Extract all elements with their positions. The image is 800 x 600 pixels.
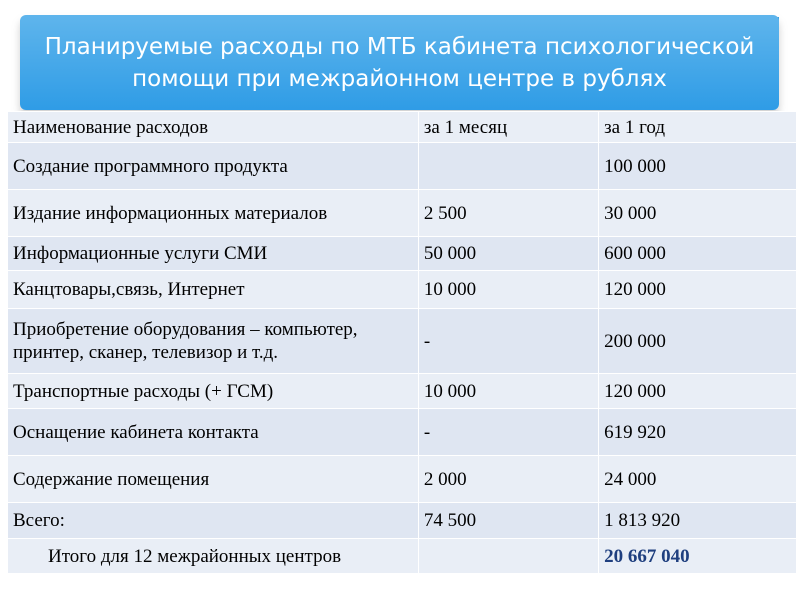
row-year: 120 000 <box>599 271 797 309</box>
row-month: - <box>418 309 598 374</box>
grand-total-month <box>418 539 598 574</box>
row-name: Оснащение кабинета контакта <box>8 409 419 456</box>
header-cell-name: Наименование расходов <box>8 112 419 143</box>
row-name: Канцтовары,связь, Интернет <box>8 271 419 309</box>
table-row <box>8 456 797 503</box>
row-year: 100 000 <box>599 143 797 190</box>
table-row <box>8 190 797 237</box>
table-row <box>8 374 797 409</box>
row-month: 10 000 <box>418 271 598 309</box>
grand-total-year: 20 667 040 <box>599 539 797 574</box>
row-month: 50 000 <box>418 237 598 271</box>
table-row-grand-total <box>8 539 797 574</box>
row-name: Информационные услуги СМИ <box>8 237 419 271</box>
row-name: Издание информационных материалов <box>8 190 419 237</box>
table-header-row <box>8 112 797 143</box>
row-year: 600 000 <box>599 237 797 271</box>
grand-total-label: Итого для 12 межрайонных центров <box>8 539 419 574</box>
row-year: 30 000 <box>599 190 797 237</box>
row-month: 2 000 <box>418 456 598 503</box>
row-year: 1 813 920 <box>599 503 797 539</box>
row-year: 120 000 <box>599 374 797 409</box>
expenses-table <box>7 111 797 574</box>
row-name: Содержание помещения <box>8 456 419 503</box>
row-month: 74 500 <box>418 503 598 539</box>
row-year: 24 000 <box>599 456 797 503</box>
slide-title: Планируемые расходы по МТБ кабинета психологической помощи при межрайонном центре в рублях <box>20 15 779 110</box>
table-row <box>8 271 797 309</box>
row-month <box>418 143 598 190</box>
row-year: 619 920 <box>599 409 797 456</box>
table-row <box>8 409 797 456</box>
header-cell-year: за 1 год <box>599 112 797 143</box>
table-row <box>8 309 797 374</box>
table-row <box>8 237 797 271</box>
table-row <box>8 143 797 190</box>
table-row-total <box>8 503 797 539</box>
row-month: 10 000 <box>418 374 598 409</box>
row-month: - <box>418 409 598 456</box>
row-name: Всего: <box>8 503 419 539</box>
row-name: Приобретение оборудования – компьютер, принтер, сканер, телевизор и т.д. <box>8 309 419 374</box>
row-name: Транспортные расходы (+ ГСМ) <box>8 374 419 409</box>
row-name: Создание программного продукта <box>8 143 419 190</box>
row-month: 2 500 <box>418 190 598 237</box>
row-year: 200 000 <box>599 309 797 374</box>
header-cell-month: за 1 месяц <box>418 112 598 143</box>
